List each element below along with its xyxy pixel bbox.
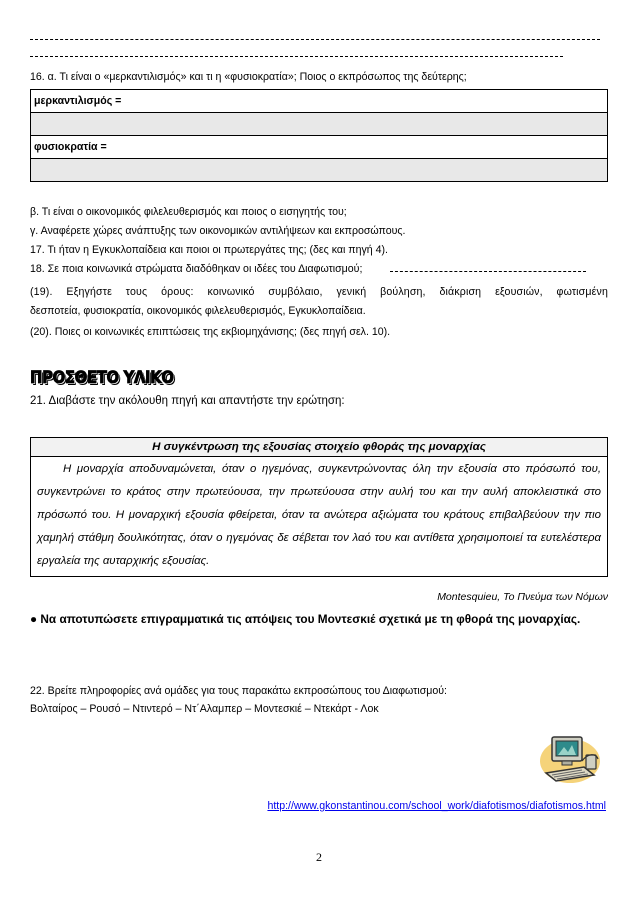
mercantilism-label: μερκαντιλισμός = (31, 90, 608, 113)
question-16c: γ. Αναφέρετε χώρες ανάπτυξης των οικονομικών αντιλήψεων και εκπροσώπους. (30, 225, 406, 237)
question-16a: 16. α. Τι είναι ο «μερκαντιλισμός» και τι η «φυσιοκρατία»; Ποιος ο εκπρόσωπος της δεύτερης; (30, 71, 467, 83)
question-20: (20). Ποιες οι κοινωνικές επιπτώσεις της εκβιομηχάνισης; (δες πηγή σελ. 10). (30, 326, 391, 338)
question-21-intro: 21. Διαβάστε την ακόλουθη πηγή και απαντήστε την ερώτηση: (30, 395, 345, 407)
question-19-line-1: (19). Εξηγήστε τους όρους: κοινωνικό συμβόλαιο, γενική βούληση, διάκριση εξουσιών, φωτισμένη (30, 286, 608, 298)
question-22: 22. Βρείτε πληροφορίες ανά ομάδες για τους παρακάτω εκπροσώπους του Διαφωτισμού: (30, 685, 447, 697)
question-18: 18. Σε ποια κοινωνικά στρώματα διαδόθηκαν οι ιδέες του Διαφωτισμού; (30, 263, 363, 275)
question-19-line-2: δεσποτεία, φυσιοκρατία, οικονομικός φιλελευθερισμός, Εγκυκλοπαίδεια. (30, 305, 366, 317)
computer-icon (538, 731, 602, 787)
source-body (37, 458, 601, 573)
source-text: Η μοναρχία αποδυναμώνεται, όταν ο ηγεμόνας, συγκεντρώνοντας όλη την εξουσία στο πρόσωπό του, συγκεντρώνει το κράτος στην πρωτεύουσα, την πρωτεύουσα στην αυλή του και την αυλή αποκλειστικά στο πρόσωπό του. Η μοναρχική εξουσία φθείρεται, όταν τα ανώτερα αξιώματα του κράτους επιβαλβεύουν την πιο χαμηλή στάθμη δουλικότητας, όταν ο ηγεμόνας δε σέβεται τον λαό του και αντίθετα χρησιμοποιεί τα ευτελέστερα εργαλεία της αυταρχικής εξουσίας. (37, 463, 601, 567)
answer-line-1 (30, 39, 600, 40)
question-21-task: ● Να αποτυπώσετε επιγραμματικά τις απόψεις του Μοντεσκιέ σχετικά με τη φθορά της μοναρχίας. (30, 612, 581, 626)
physiocracy-answer-cell[interactable] (31, 159, 608, 182)
page-number: 2 (316, 850, 322, 864)
definition-table (30, 89, 608, 182)
source-box (30, 437, 608, 577)
physiocracy-label: φυσιοκρατία = (31, 136, 608, 159)
mercantilism-answer-cell[interactable] (31, 113, 608, 136)
extra-material-heading: ΠΡΟΣΘΕΤΟ ΥΛΙΚΟ (30, 368, 174, 388)
answer-line-18 (390, 271, 586, 272)
question-17: 17. Τι ήταν η Εγκυκλοπαίδεια και ποιοι οι πρωτεργάτες της; (δες και πηγή 4). (30, 244, 388, 256)
question-22-names: Βολταίρος – Ρουσό – Ντιντερό – Ντ΄Αλαμπερ – Μοντεσκιέ – Ντεκάρτ - Λοκ (30, 703, 379, 715)
answer-line-2 (30, 56, 563, 57)
reference-link[interactable]: http://www.gkonstantinou.com/school_work/diafotismos/diafotismos.html (267, 800, 606, 812)
source-title: Η συγκέντρωση της εξουσίας στοιχείο φθοράς της μοναρχίας (31, 438, 607, 457)
question-16b: β. Τι είναι ο οικονομικός φιλελευθερισμός και ποιος ο εισηγητής του; (30, 206, 347, 218)
source-attribution: Montesquieu, Το Πνεύμα των Νόμων (437, 591, 608, 603)
